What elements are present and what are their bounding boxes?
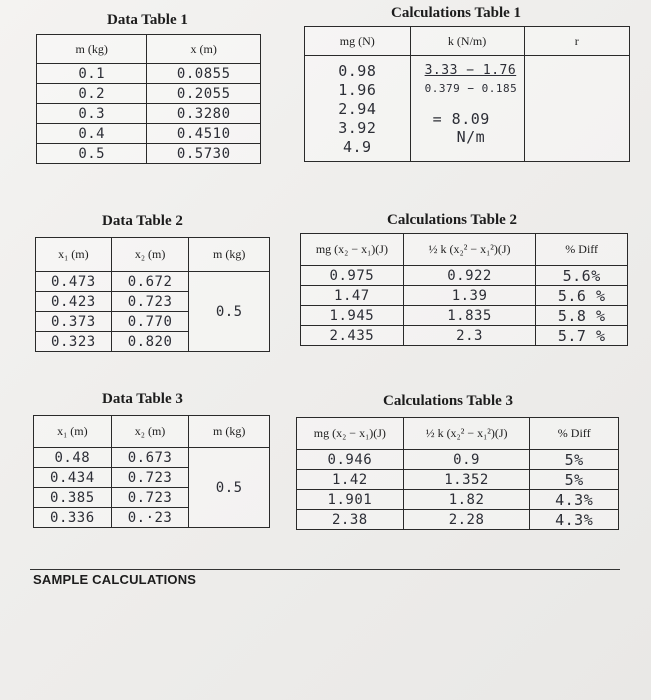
cell-x2: 0.820 (111, 332, 189, 352)
cell-percent-diff: 4.3% (530, 490, 619, 510)
cell-mg: 1.96 (338, 81, 377, 99)
cell-mg: 3.92 (338, 119, 377, 137)
header-percent-diff: % Diff (536, 234, 628, 266)
table-row (301, 306, 628, 326)
cell-x: 0.4510 (147, 124, 261, 144)
cell-x1: 0.48 (34, 448, 112, 468)
header-x1: x₁ (m) (34, 416, 112, 448)
cell-spring-energy: 0.922 (403, 266, 536, 286)
calculations-table-3-title: Calculations Table 3 (383, 393, 514, 409)
cell-percent-diff: 5% (530, 470, 619, 490)
cell-x: 0.3280 (147, 104, 261, 124)
calculations-table-1-title: Calculations Table 1 (391, 5, 522, 21)
table-row (37, 84, 261, 104)
cell-x: 0.5730 (147, 144, 261, 164)
data-table-1-title: Data Table 1 (107, 12, 188, 28)
cell-x1: 0.434 (34, 468, 112, 488)
cell-mass: 0.4 (37, 124, 147, 144)
cell-x1: 0.373 (36, 312, 112, 332)
table-row (37, 144, 261, 164)
cell-spring-energy: 2.28 (403, 510, 530, 530)
header-mg-dx: mg (x₂ − x₁)(J) (297, 418, 404, 450)
cell-spring-energy: 2.3 (403, 326, 536, 346)
table-row (301, 266, 628, 286)
header-mass: m (kg) (189, 416, 270, 448)
cell-mass: 0.5 (37, 144, 147, 164)
cell-x1: 0.336 (34, 508, 112, 528)
section-divider (30, 569, 620, 570)
cell-x2: 0.723 (111, 468, 189, 488)
k-line-1: 3.33 − 1.76 (424, 63, 517, 78)
cell-percent-diff: 4.3% (530, 510, 619, 530)
calculations-table-2-title: Calculations Table 2 (387, 212, 518, 228)
header-x2: x₂ (m) (111, 416, 189, 448)
data-table-3 (33, 415, 270, 528)
cell-mass: 0.1 (37, 64, 147, 84)
table-row (36, 272, 270, 292)
k-line-2: 0.379 − 0.185 (424, 82, 518, 95)
table-header-row (297, 418, 619, 450)
table-header-row (301, 234, 628, 266)
cell-x1: 0.385 (34, 488, 112, 508)
header-x: x (m) (147, 35, 261, 64)
data-table-2 (35, 237, 270, 352)
table-row (34, 448, 270, 468)
table-row (297, 510, 619, 530)
table-header-row (37, 35, 261, 64)
header-mg: mg (N) (305, 27, 411, 56)
mg-column (305, 56, 411, 162)
calculations-table-3 (296, 417, 619, 530)
watermark-logo: ​ (195, 600, 204, 638)
table-header-row (305, 27, 630, 56)
k-column (410, 56, 524, 162)
data-table-3-title: Data Table 3 (102, 391, 183, 407)
cell-x1: 0.423 (36, 292, 112, 312)
cell-percent-diff: 5.8 % (536, 306, 628, 326)
header-spring-energy: ½ k (x₂² − x₁²)(J) (403, 418, 530, 450)
cell-mass: 0.2 (37, 84, 147, 104)
cell-mg: 0.98 (338, 62, 377, 80)
table-row (297, 470, 619, 490)
cell-percent-diff: 5% (530, 450, 619, 470)
cell-x2: 0.770 (111, 312, 189, 332)
table-row (301, 326, 628, 346)
header-k: k (N/m) (410, 27, 524, 56)
k-unit: N/m (456, 128, 486, 146)
data-table-2-title: Data Table 2 (102, 213, 183, 229)
cell-mg-dx: 2.38 (297, 510, 404, 530)
table-row (37, 104, 261, 124)
cell-percent-diff: 5.6% (536, 266, 628, 286)
header-r: r (524, 27, 629, 56)
cell-x2: 0.672 (111, 272, 189, 292)
table-row (301, 286, 628, 306)
cell-spring-energy: 1.39 (403, 286, 536, 306)
cell-mg-dx: 1.945 (301, 306, 404, 326)
cell-mass: 0.5 (189, 448, 270, 528)
cell-mass: 0.3 (37, 104, 147, 124)
cell-x: 0.2055 (147, 84, 261, 104)
cell-x1: 0.473 (36, 272, 112, 292)
r-cell (524, 56, 629, 162)
calculations-table-2 (300, 233, 628, 346)
cell-spring-energy: 1.82 (403, 490, 530, 510)
cell-mg-dx: 0.946 (297, 450, 404, 470)
cell-mg: 2.94 (338, 100, 377, 118)
header-percent-diff: % Diff (530, 418, 619, 450)
cell-spring-energy: 1.352 (403, 470, 530, 490)
table-row (297, 450, 619, 470)
cell-x: 0.0855 (147, 64, 261, 84)
cell-mass: 0.5 (189, 272, 270, 352)
cell-percent-diff: 5.7 % (536, 326, 628, 346)
cell-percent-diff: 5.6 % (536, 286, 628, 306)
data-table-1 (36, 34, 261, 164)
cell-x2: 0.723 (111, 488, 189, 508)
cell-mg-dx: 1.901 (297, 490, 404, 510)
cell-x2: 0.723 (111, 292, 189, 312)
header-x1: x₁ (m) (36, 238, 112, 272)
cell-mg-dx: 0.975 (301, 266, 404, 286)
table-row (297, 490, 619, 510)
header-mg-dx: mg (x₂ − x₁)(J) (301, 234, 404, 266)
table-row (305, 56, 630, 162)
sample-calculations-heading: SAMPLE CALCULATIONS (33, 572, 197, 587)
header-mass: m (kg) (189, 238, 270, 272)
cell-mg-dx: 2.435 (301, 326, 404, 346)
cell-mg-dx: 1.47 (301, 286, 404, 306)
k-result: = 8.09 (432, 110, 490, 128)
calculations-table-1 (304, 26, 630, 162)
cell-spring-energy: 0.9 (403, 450, 530, 470)
header-spring-energy: ½ k (x₂² − x₁²)(J) (403, 234, 536, 266)
cell-mg-dx: 1.42 (297, 470, 404, 490)
header-x2: x₂ (m) (111, 238, 189, 272)
table-header-row (36, 238, 270, 272)
cell-mg: 4.9 (343, 138, 372, 156)
table-header-row (34, 416, 270, 448)
cell-x2: 0.673 (111, 448, 189, 468)
cell-x2: 0.·23 (111, 508, 189, 528)
table-row (37, 64, 261, 84)
table-row (37, 124, 261, 144)
cell-x1: 0.323 (36, 332, 112, 352)
header-mass: m (kg) (37, 35, 147, 64)
cell-spring-energy: 1.835 (403, 306, 536, 326)
